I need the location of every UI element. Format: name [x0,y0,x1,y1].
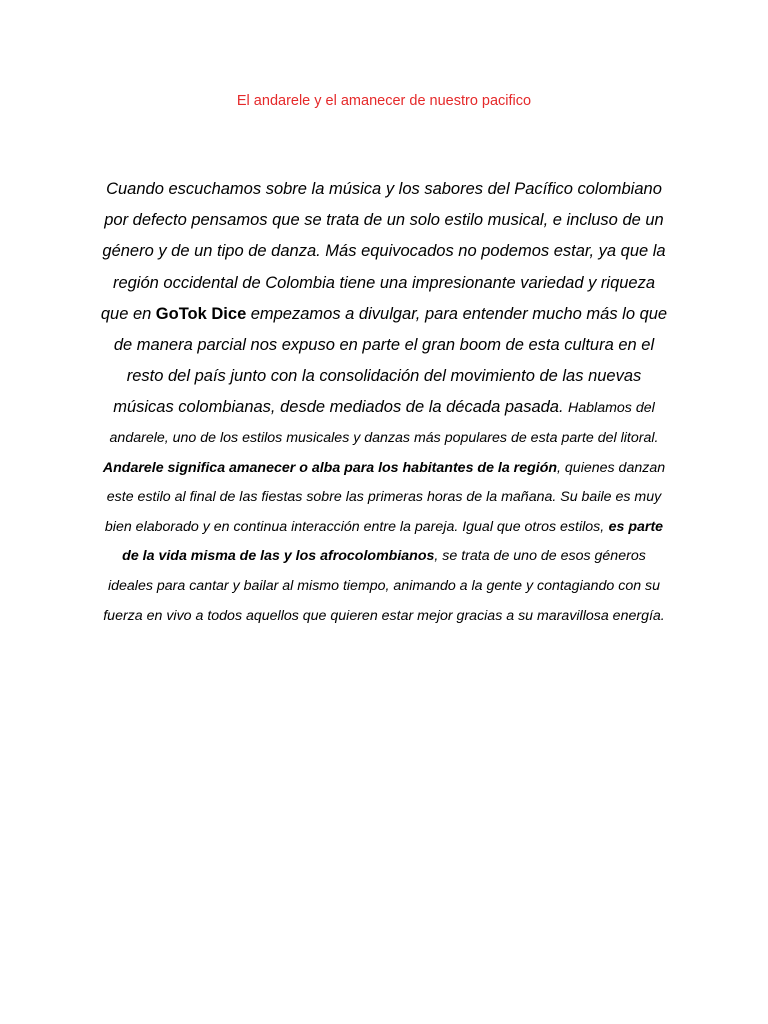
paragraph-intro-text: Cuando escuchamos sobre la música y los sabores del Pacífico colombiano por defecto pensamos que se trata de un solo estilo musical, e incluso de un género y de un tipo de danza. Más equivocados no podemos estar, ya que la región occidental de Colombia tiene una impresionante variedad y riqueza que en [100,180,666,323]
afrocolombian-highlight: es parte de la vida misma de las y los afrocolombianos [122,518,664,565]
dance-description-text: , quienes danzan este estilo al final de las fiestas sobre las primeras horas de la mañana. Su baile es muy bien elaborado y en continua interacción entre la pareja. Igual que otros estilos, [104,459,666,535]
closing-text: , se trata de uno de esos géneros ideales para cantar y bailar al mismo tiempo, animando a la gente y contagiando con su fuerza en vivo a todos aquellos que quieren estar mejor gracias a su maravillosa energía. [103,548,665,624]
body-paragraph [100,174,668,631]
andarele-intro-text: Hablamos del andarele, uno de los estilos musicales y danzas más populares de esta parte del litoral. [109,400,659,447]
andarele-definition-highlight: Andarele significa amanecer o alba para los habitantes de la región [102,459,558,476]
paragraph-continuation-text: empezamos a divulgar, para entender mucho más lo que de manera parcial nos expuso en parte el gran boom de esta cultura en el resto del país junto con la consolidación del movimiento de las nuevas músicas colombianas, desde mediados de la década pasada. [113,304,668,417]
document-title: El andarele y el amanecer de nuestro pacifico [236,93,532,109]
brand-name: GoTok Dice [155,304,247,323]
